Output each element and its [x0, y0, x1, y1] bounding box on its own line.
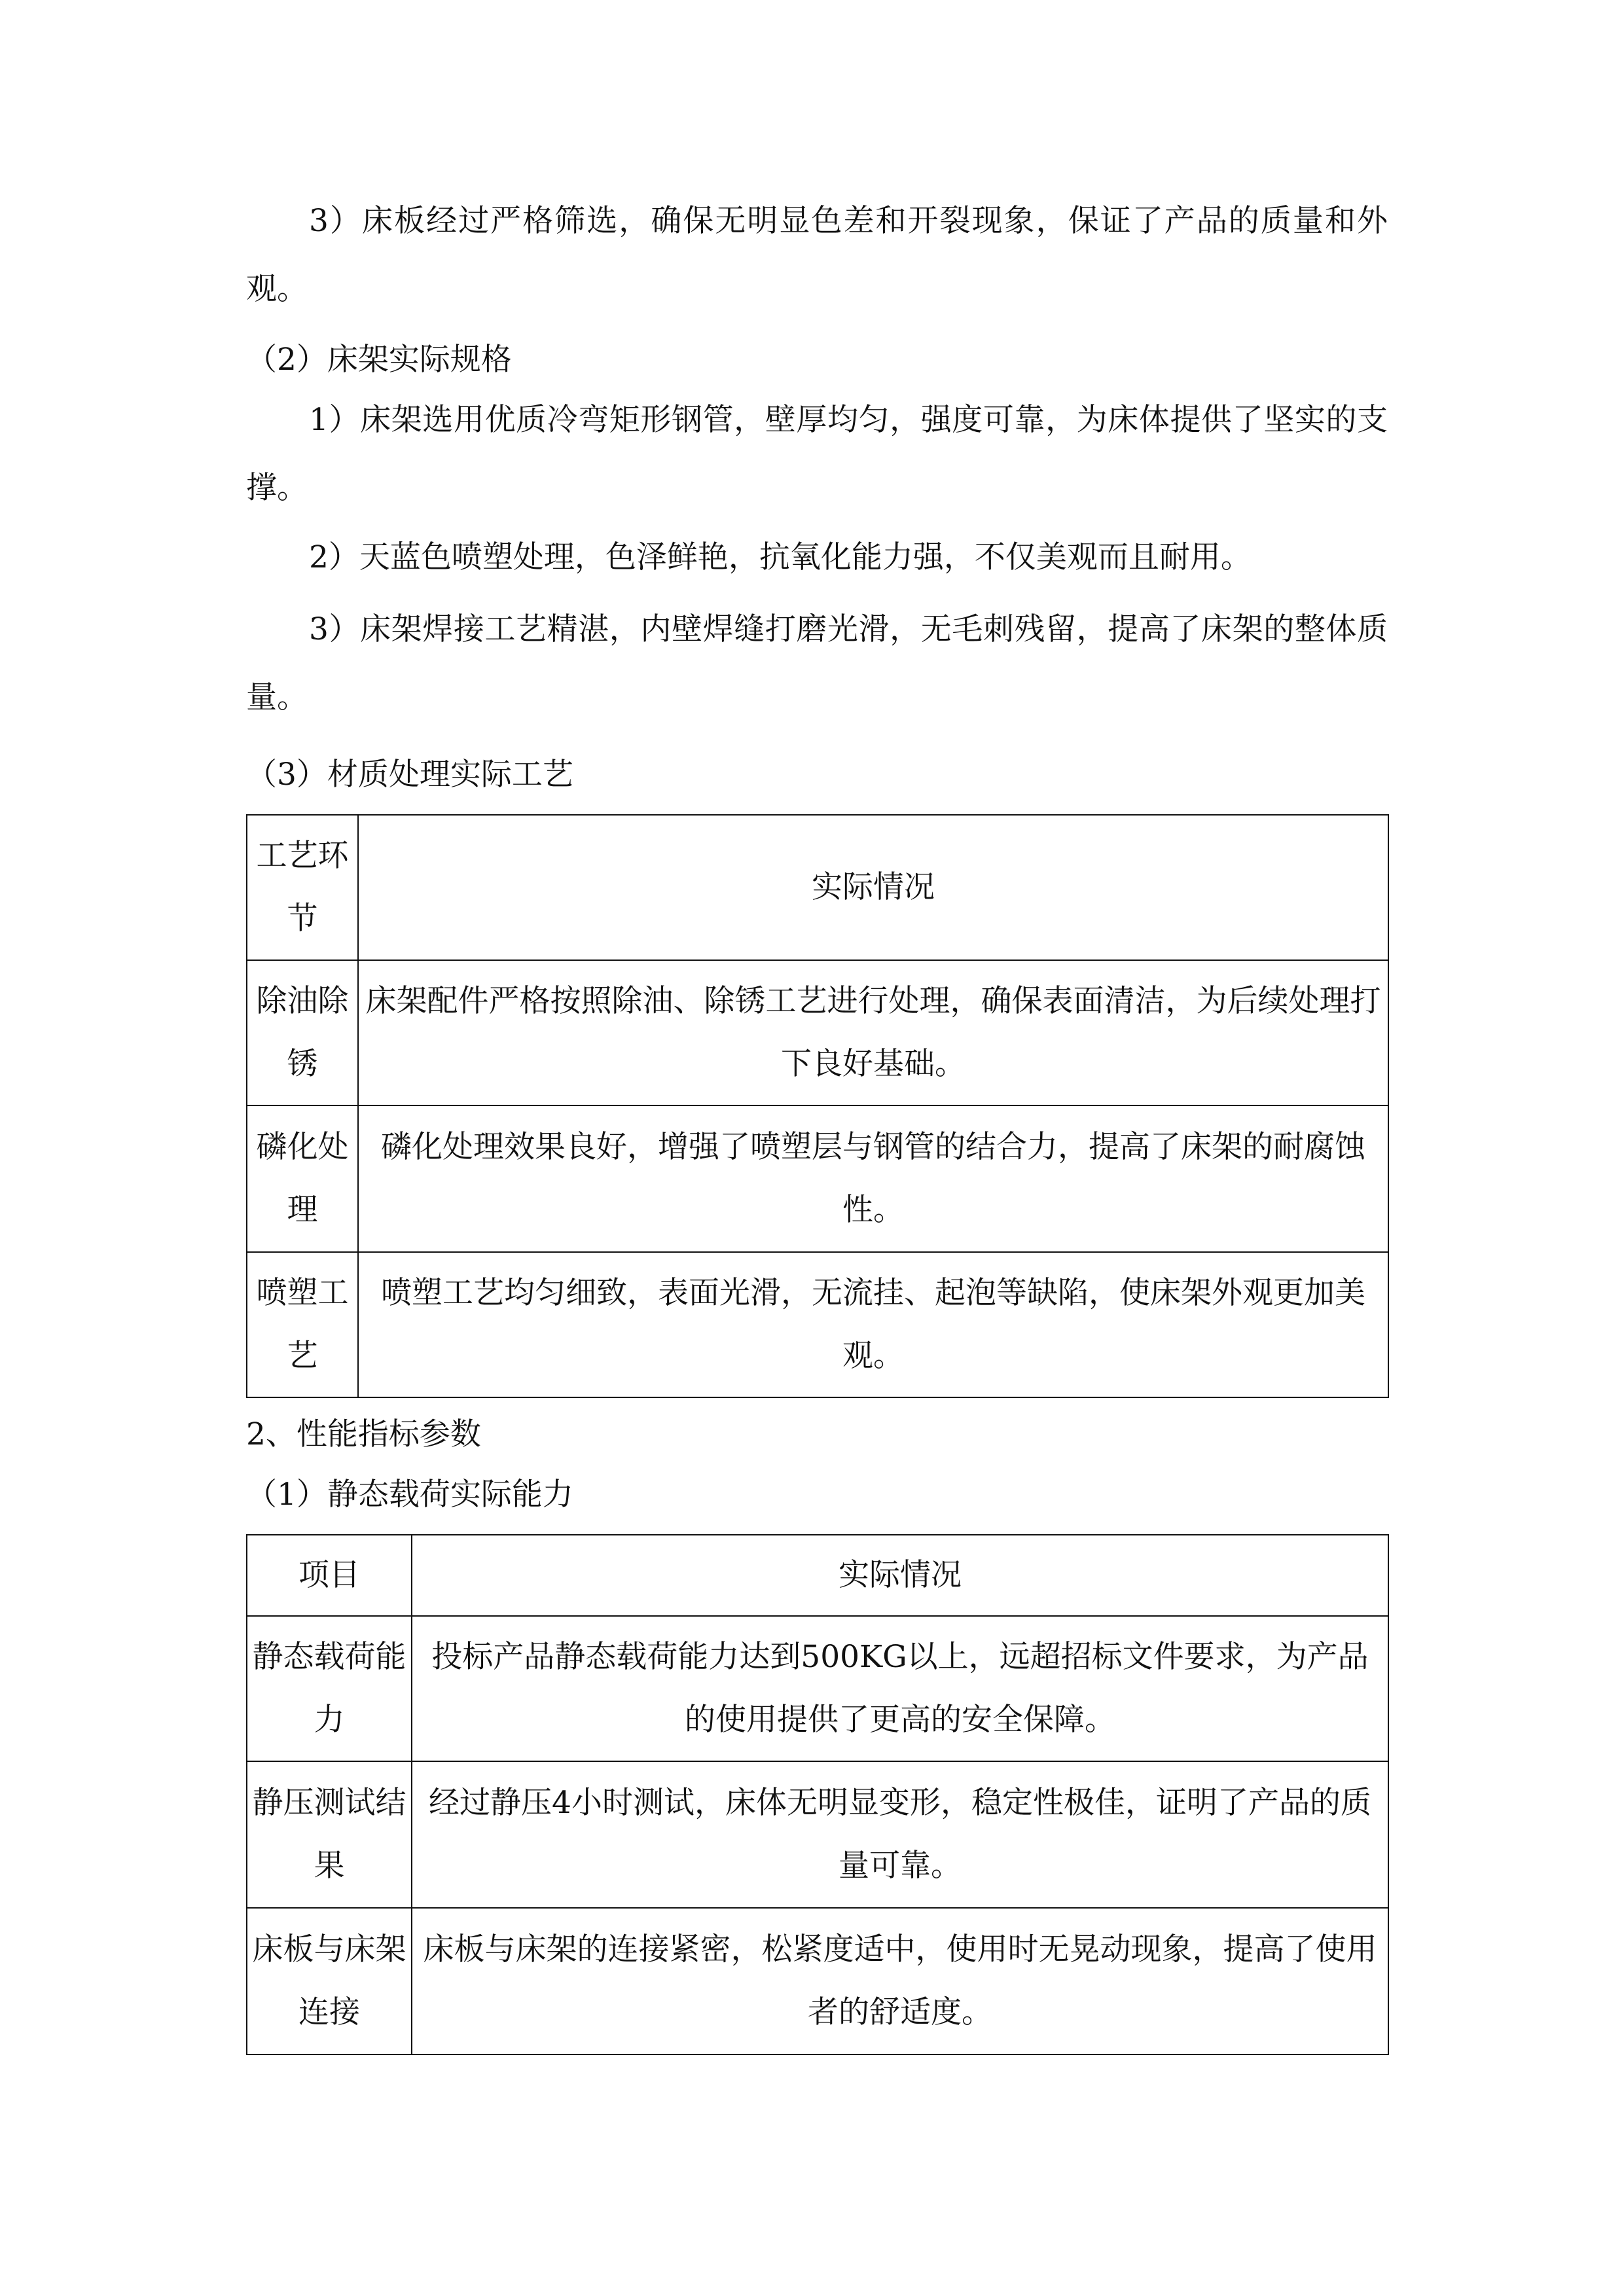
process-table	[246, 814, 1389, 1398]
table-row	[247, 1908, 1388, 2054]
table-row	[247, 1105, 1388, 1252]
header-actual-situation: 实际情况	[358, 815, 1388, 960]
heading-performance-params: 2、性能指标参数	[246, 1416, 481, 1452]
row-detail: 床板与床架的连接紧密，松紧度适中，使用时无晃动现象，提高了使用者的舒适度。	[412, 1908, 1388, 2054]
row-label: 床板与床架连接	[247, 1908, 412, 2054]
row-detail: 喷塑工艺均匀细致，表面光滑，无流挂、起泡等缺陷，使床架外观更加美观。	[358, 1252, 1388, 1397]
paragraph-frame-item-1: 1）床架选用优质冷弯矩形钢管，壁厚均匀，强度可靠，为床体提供了坚实的支撑。	[246, 402, 1388, 506]
table-row	[247, 1761, 1388, 1908]
row-detail: 磷化处理效果良好，增强了喷塑层与钢管的结合力，提高了床架的耐腐蚀性。	[358, 1105, 1388, 1252]
heading-static-load: （1）静态载荷实际能力	[246, 1477, 573, 1513]
header-item: 项目	[247, 1535, 412, 1616]
table-row	[247, 1252, 1388, 1397]
header-actual-situation: 实际情况	[412, 1535, 1388, 1616]
table-row	[247, 1616, 1388, 1761]
row-detail: 床架配件严格按照除油、除锈工艺进行处理，确保表面清洁，为后续处理打下良好基础。	[358, 960, 1388, 1105]
row-detail: 经过静压4小时测试，床体无明显变形，稳定性极佳，证明了产品的质量可靠。	[412, 1761, 1388, 1908]
row-label: 静态载荷能力	[247, 1616, 412, 1761]
paragraph-frame-item-2: 2）天蓝色喷塑处理，色泽鲜艳，抗氧化能力强，不仅美观而且耐用。	[309, 539, 1252, 575]
heading-frame-specs: （2）床架实际规格	[246, 342, 512, 378]
paragraph-frame-item-3: 3）床架焊接工艺精湛，内壁焊缝打磨光滑，无毛刺残留，提高了床架的整体质量。	[246, 611, 1388, 715]
document-page	[246, 0, 1388, 2296]
row-label: 静压测试结果	[247, 1761, 412, 1908]
row-label: 喷塑工艺	[247, 1252, 358, 1397]
table-row	[247, 960, 1388, 1105]
row-detail: 投标产品静态载荷能力达到500KG以上，远超招标文件要求，为产品的使用提供了更高的安全保障。	[412, 1616, 1388, 1761]
row-label: 除油除锈	[247, 960, 358, 1105]
paragraph-bed-board-quality: 3）床板经过严格筛选，确保无明显色差和开裂现象，保证了产品的质量和外观。	[246, 203, 1388, 307]
static-load-table	[246, 1534, 1389, 2055]
table-header-row	[247, 1535, 1388, 1616]
header-process-step: 工艺环节	[247, 815, 358, 960]
heading-material-process: （3）材质处理实际工艺	[246, 757, 573, 793]
row-label: 磷化处理	[247, 1105, 358, 1252]
table-header-row	[247, 815, 1388, 960]
